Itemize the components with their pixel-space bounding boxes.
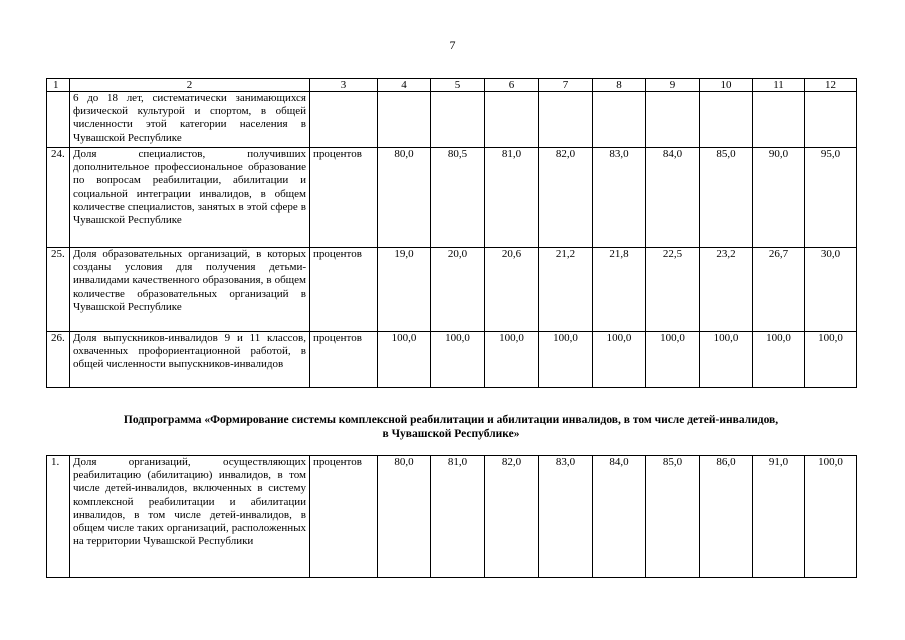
value-cell: 84,0 xyxy=(646,148,700,248)
value-cell: 82,0 xyxy=(485,456,539,578)
row-number-cell xyxy=(47,92,70,148)
value-cell: 100,0 xyxy=(431,332,485,388)
indicator-text: Доля образовательных организаций, в которых созданы условия для получения детьми-инвалидами качественного образования, в общем количестве образовательных организаций в Чувашской Республике xyxy=(70,248,310,332)
value-cell: 20,0 xyxy=(431,248,485,332)
value-cell: 100,0 xyxy=(593,332,646,388)
value-cell: 83,0 xyxy=(539,456,593,578)
value-cell: 100,0 xyxy=(539,332,593,388)
row-number: 26. xyxy=(47,332,70,388)
value-cell: 21,8 xyxy=(593,248,646,332)
value-cell: 100,0 xyxy=(700,332,753,388)
value-cell: 19,0 xyxy=(378,248,431,332)
value-cell: 80,0 xyxy=(378,456,431,578)
unit-cell: процентов xyxy=(310,248,378,332)
value-cell: 26,7 xyxy=(753,248,805,332)
value-cell: 85,0 xyxy=(700,148,753,248)
unit-cell: процентов xyxy=(310,332,378,388)
indicator-text: 6 до 18 лет, систематически занимающихся физической культурой и спортом, в общей численности этой категории населения в Чувашской Республике xyxy=(70,92,310,148)
column-number: 12 xyxy=(805,79,857,92)
row-number: 25. xyxy=(47,248,70,332)
column-number: 6 xyxy=(485,79,539,92)
value-cell: 100,0 xyxy=(378,332,431,388)
indicators-table xyxy=(46,78,857,388)
indicator-text: Доля организаций, осуществляющих реабилитацию (абилитацию) инвалидов, в том числе детей-инвалидов, включенных в систему комплексной реабилитации и абилитации инвалидов, в том числе детей-инвалидов, в общем числе таких организаций, расположенных на территории Чувашской Республики xyxy=(70,456,310,578)
indicator-text: Доля выпускников-инвалидов 9 и 11 классов, охваченных профориентационной работой, в общей численности выпускников-инвалидов xyxy=(70,332,310,388)
column-number: 8 xyxy=(593,79,646,92)
value-cell: 90,0 xyxy=(753,148,805,248)
value-cell: 80,5 xyxy=(431,148,485,248)
row-number: 1. xyxy=(47,456,70,578)
column-number: 11 xyxy=(753,79,805,92)
value-cell: 84,0 xyxy=(593,456,646,578)
column-number: 10 xyxy=(700,79,753,92)
column-number: 2 xyxy=(70,79,310,92)
indicator-text: Доля специалистов, получивших дополнительное профессиональное образование по вопросам реабилитации, абилитации и социальной интеграции инвалидов, в общем количестве специалистов, занятых в этой сфере в Чувашской Республике xyxy=(70,148,310,248)
value-cell: 23,2 xyxy=(700,248,753,332)
value-cell: 100,0 xyxy=(805,332,857,388)
table-row xyxy=(47,148,857,248)
table-row xyxy=(47,456,857,578)
column-number: 5 xyxy=(431,79,485,92)
value-cell: 100,0 xyxy=(805,456,857,578)
column-number: 4 xyxy=(378,79,431,92)
value-cell: 85,0 xyxy=(646,456,700,578)
subprogram-heading xyxy=(46,413,856,441)
value-cell: 81,0 xyxy=(431,456,485,578)
value-cell: 91,0 xyxy=(753,456,805,578)
unit-cell xyxy=(310,92,378,148)
value-cell: 21,2 xyxy=(539,248,593,332)
value-cell: 95,0 xyxy=(805,148,857,248)
value-cell: 20,6 xyxy=(485,248,539,332)
value-cell: 22,5 xyxy=(646,248,700,332)
table-row xyxy=(47,332,857,388)
row-number: 24. xyxy=(47,148,70,248)
value-cell: 100,0 xyxy=(753,332,805,388)
value-cell: 83,0 xyxy=(593,148,646,248)
subprogram-title-line2: в Чувашской Республике» xyxy=(382,428,520,440)
value-cell: 80,0 xyxy=(378,148,431,248)
column-number: 7 xyxy=(539,79,593,92)
unit-cell: процентов xyxy=(310,148,378,248)
value-cell: 100,0 xyxy=(646,332,700,388)
subprogram-title-line1: Подпрограмма «Формирование системы комплексной реабилитации и абилитации инвалидов, в том числе детей-инвалидов, xyxy=(123,414,779,426)
subprogram-indicators-table xyxy=(46,455,857,578)
column-number: 9 xyxy=(646,79,700,92)
page-number: 7 xyxy=(449,38,456,52)
value-cell: 86,0 xyxy=(700,456,753,578)
table-row xyxy=(47,248,857,332)
column-number-row xyxy=(47,79,857,92)
column-number: 3 xyxy=(310,79,378,92)
column-number: 1 xyxy=(47,79,70,92)
value-cell: 81,0 xyxy=(485,148,539,248)
table-row-continuation xyxy=(47,92,857,148)
unit-cell: процентов xyxy=(310,456,378,578)
value-cell: 30,0 xyxy=(805,248,857,332)
value-cell: 82,0 xyxy=(539,148,593,248)
value-cell: 100,0 xyxy=(485,332,539,388)
